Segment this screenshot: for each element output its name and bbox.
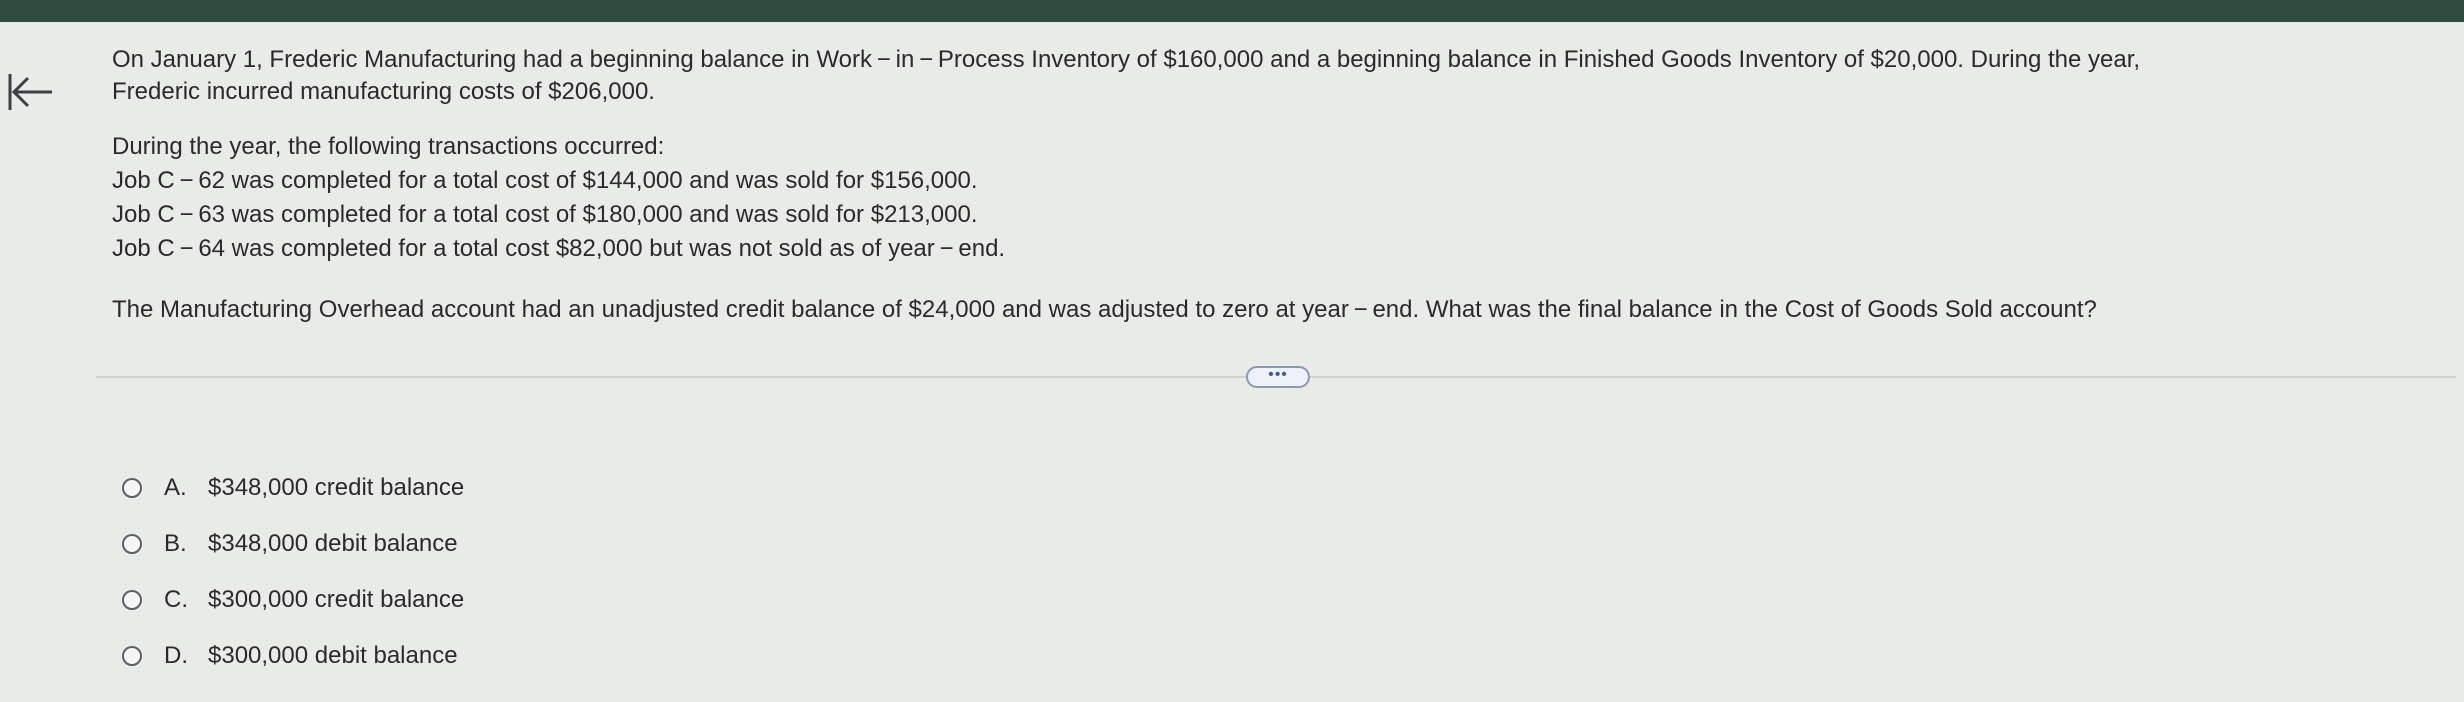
radio-button-icon[interactable] xyxy=(122,534,142,554)
option-text: $300,000 debit balance xyxy=(208,642,458,669)
transactions-list xyxy=(112,130,2412,266)
option-letter: B. xyxy=(164,530,187,557)
option-a[interactable] xyxy=(122,470,464,506)
option-text: $300,000 credit balance xyxy=(208,586,465,613)
option-letter: A. xyxy=(164,474,187,501)
top-bar xyxy=(0,0,2464,22)
radio-button-icon[interactable] xyxy=(122,646,142,666)
option-letter: D. xyxy=(164,642,188,669)
question-intro-line-1: On January 1, Frederic Manufacturing had a beginning balance in Work − in − Process Inventory of $160,000 and a beginning balance in Finished Goods Inventory of $20,000. During the year, xyxy=(112,46,2141,73)
option-letter: C. xyxy=(164,586,188,613)
radio-button-icon[interactable] xyxy=(122,590,142,610)
answer-options xyxy=(122,470,464,694)
option-text: $348,000 credit balance xyxy=(208,474,465,501)
option-c[interactable] xyxy=(122,582,464,618)
option-d[interactable] xyxy=(122,638,464,674)
transaction-item: Job C − 62 was completed for a total cost of $144,000 and was sold for $156,000. xyxy=(112,167,978,194)
transaction-item: Job C − 64 was completed for a total cost $82,000 but was not sold as of year − end. xyxy=(112,235,1006,262)
back-to-start-arrow-icon[interactable] xyxy=(0,62,60,122)
final-question: The Manufacturing Overhead account had an unadjusted credit balance of $24,000 and was adjusted to zero at year − end. What was the final balance in the Cost of Goods Sold account? xyxy=(112,296,2097,323)
option-b[interactable] xyxy=(122,526,464,562)
transaction-item: Job C − 63 was completed for a total cost of $180,000 and was sold for $213,000. xyxy=(112,201,978,228)
question-content xyxy=(112,44,2412,326)
option-text: $348,000 debit balance xyxy=(208,530,458,557)
expand-more-button[interactable]: ••• xyxy=(1246,366,1310,388)
radio-button-icon[interactable] xyxy=(122,478,142,498)
question-intro-line-2: Frederic incurred manufacturing costs of $206,000. xyxy=(112,78,655,105)
transactions-heading: During the year, the following transactions occurred: xyxy=(112,133,665,160)
